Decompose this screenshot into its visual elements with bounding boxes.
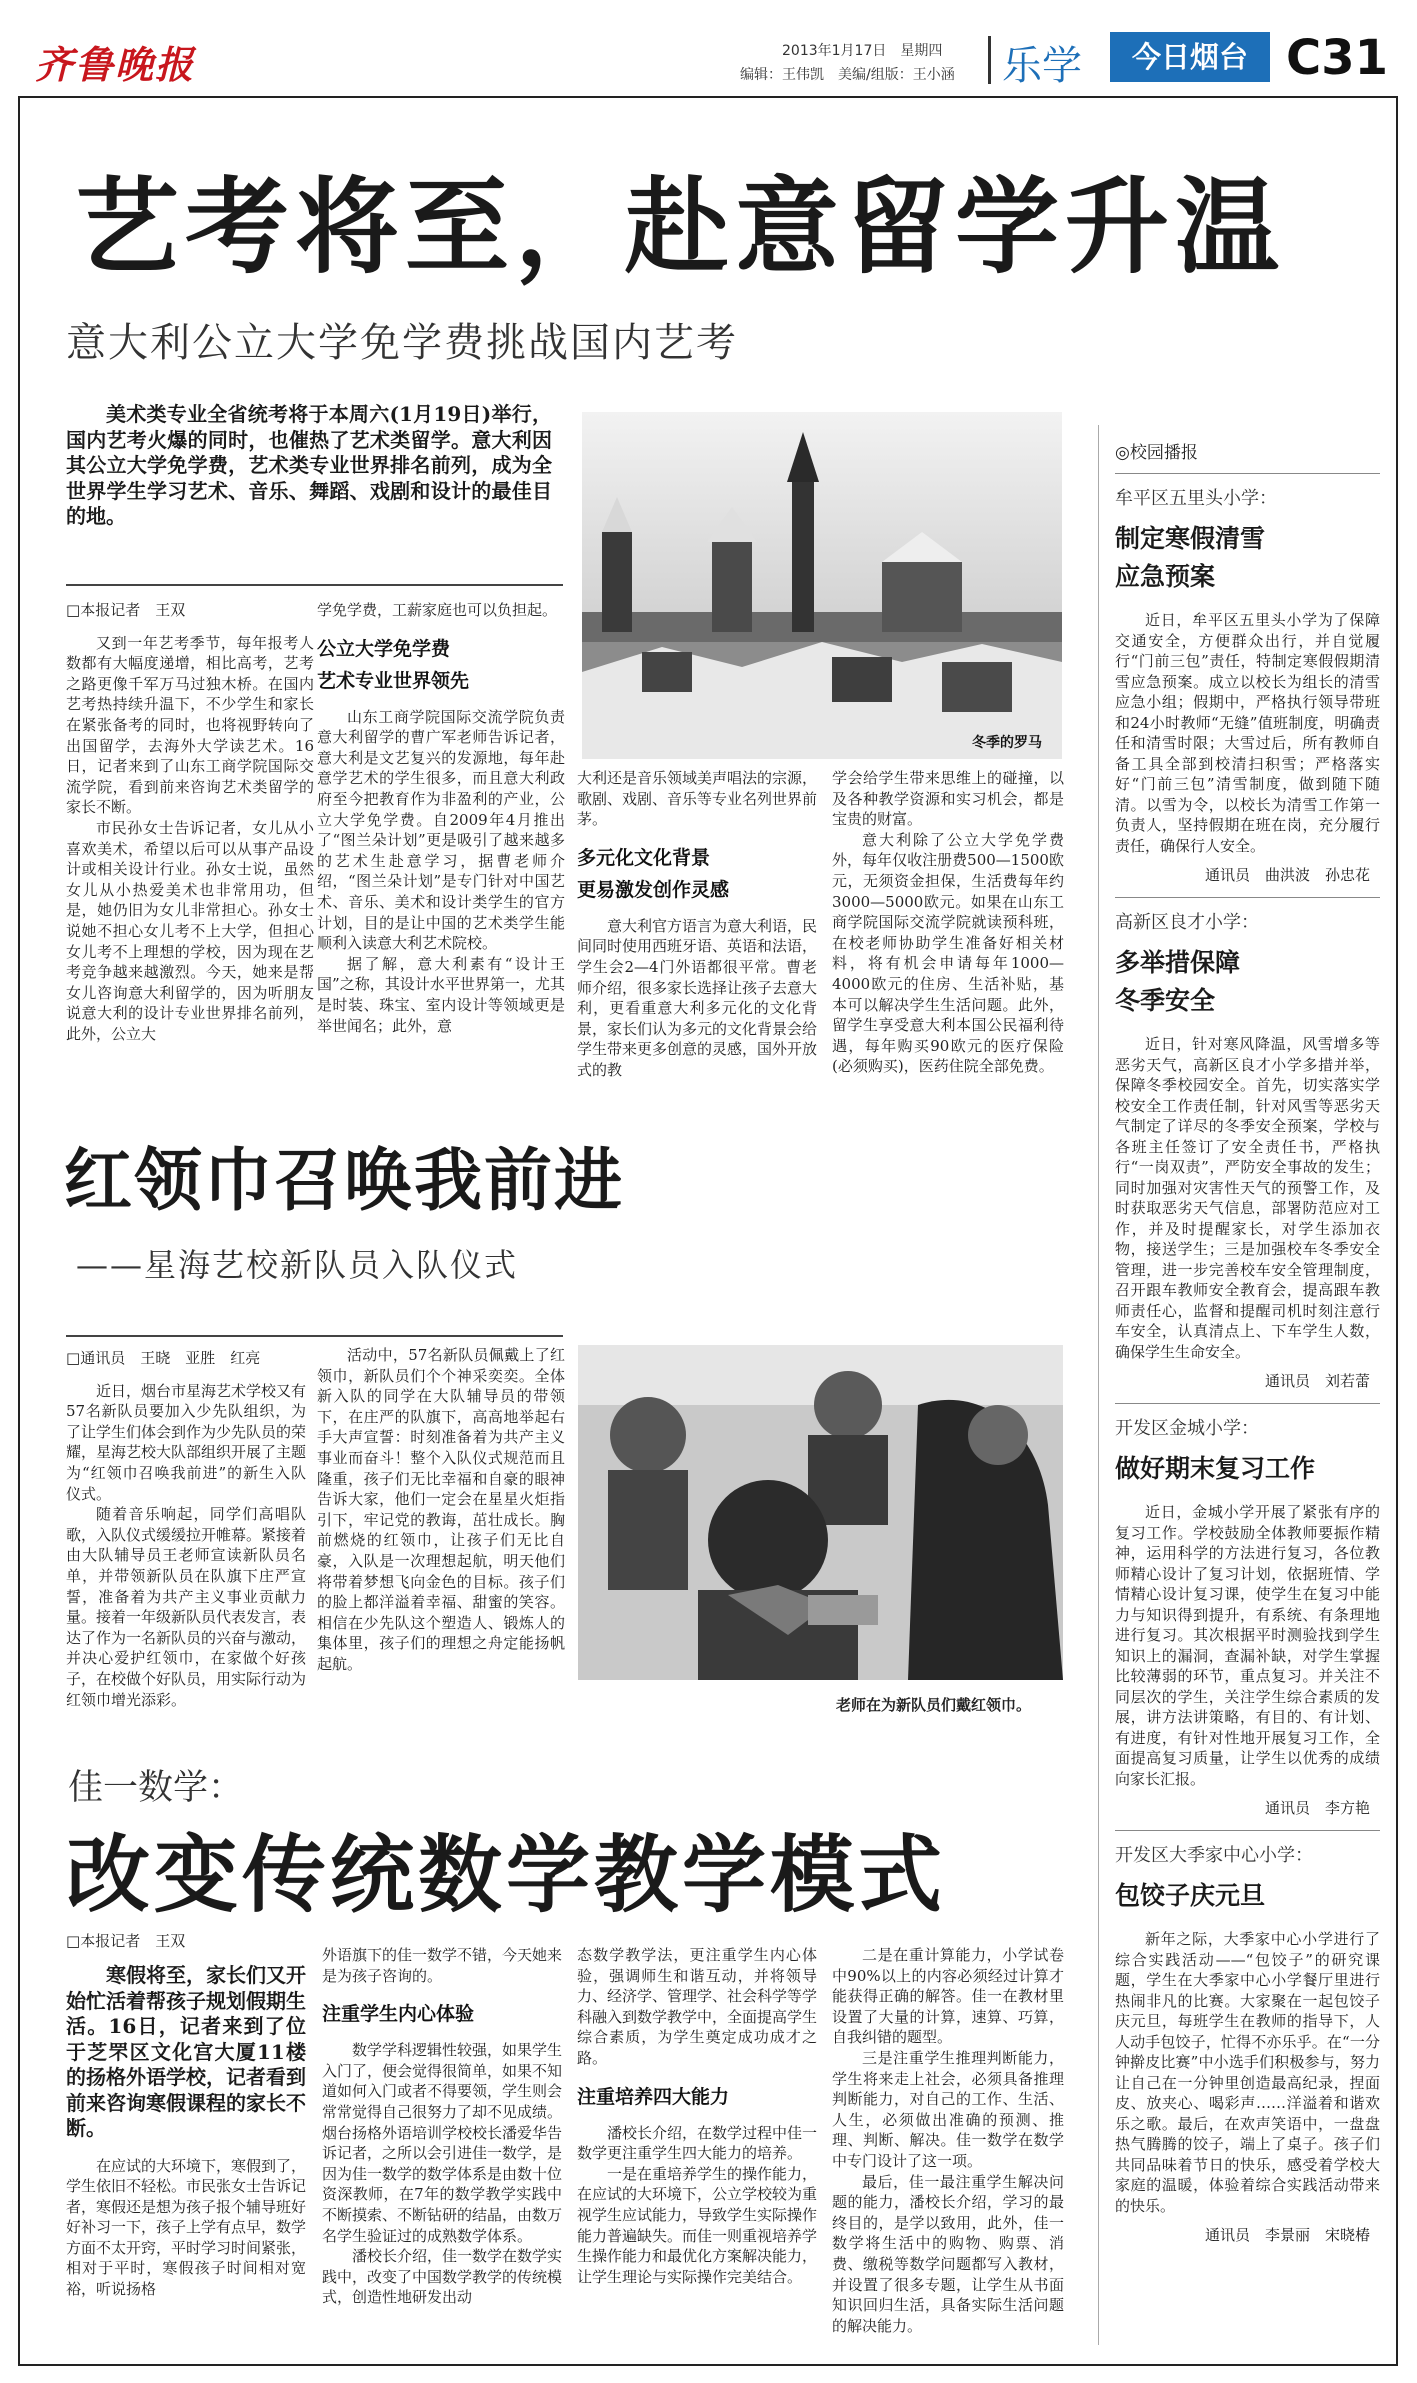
paragraph: 外语旗下的佳一数学不错，今天她来是为孩子咨询的。 <box>322 1946 563 1985</box>
sidebar-item-school: 牟平区五里头小学： <box>1115 488 1277 509</box>
photo2-caption: 老师在为新队员们戴红领巾。 <box>836 1696 1032 1714</box>
sidebar-divider <box>1098 425 1099 2345</box>
article1-subhead: 意大利公立大学免学费挑战国内艺考 <box>66 320 738 366</box>
paragraph: 活动中，57名新队员佩戴上了红领巾，新队员们个个神采奕奕。全体新入队的同学在大队辅导员的带领下，在庄严的队旗下，高高地举起右手大声宣誓：时刻准备着为共产主义事业而奋斗！整个入队仪式规范而且隆重，孩子们无比幸福和自豪的眼神告诉大家，他们一定会在星星火炬指引下，牢记党的教诲，茁壮成长。胸前燃烧的红领巾，让孩子们无比自豪，入队是一次理想起航，明天他们将带着梦想飞向金色的目标。孩子们的脸上都洋溢着幸福、甜蜜的笑容。相信在少先队这个塑造人、锻炼人的集体里，孩子们的理想之舟定能扬帆起航。 <box>317 1346 565 1673</box>
paragraph: 潘校长介绍，佳一数学在数学实践中，改变了中国数学教学的传统模式，创造性地研发出动 <box>322 2247 563 2307</box>
sidebar-item-byline: 通讯员 李方艳 <box>1264 1799 1370 1817</box>
paragraph: 数学学科逻辑性较强，如果学生入门了，便会觉得很简单，如果不知道如何入门或者不得要领，学生则会常常觉得自己很努力了却不见成绩。烟台扬格外语培训学校校长潘爱华告诉记者，之所以会引进佳一数学，是因为佳一数学的数学体系是由数十位资深教师，在7年的数学教学实践中不断摸索、不断钻研的结晶，由数万名学生验证过的成熟数学体系。 <box>322 2041 563 2245</box>
article3-col1 <box>66 1930 306 2300</box>
paragraph: 三是注重学生推理判断能力，学生将来走上社会，必须具备推理判断能力，对自己的工作、生活、人生，必须做出准确的预测、推理、判断、解决。佳一数学在数学中专门设计了这一项。 <box>832 2048 1064 2170</box>
article1-subhead-1b: 艺术专业世界领先 <box>317 669 470 692</box>
paragraph: 据了解，意大利素有“设计王国”之称，其设计水平世界第一，尤其是时装、珠宝、室内设计等领域更是举世闻名；此外，意 <box>317 954 565 1035</box>
rome-winter-image <box>582 412 1062 759</box>
article3-col4 <box>832 1945 1064 2336</box>
paragraph: 学免学费，工薪家庭也可以负担起。 <box>317 601 558 619</box>
paragraph: 市民孙女士告诉记者，女儿从小喜欢美术，希望以后可以从事产品设计或相关设计行业。孙女士说，虽然女儿从小热爱美术也非常用功，但是，她仍旧为女儿非常担心。孙女士说她不担心女儿考不上大学，但担心女儿考不上理想的学校，因为现在艺考竞争越来越激烈。今天，她来是帮女儿咨询意大利留学的，因为听朋友说意大利的设计专业世界排名前列，此外，公立大 <box>66 818 314 1043</box>
article1-col2 <box>317 600 565 1036</box>
article2-byline: □通讯员 王晓 亚胜 红亮 <box>66 1349 261 1367</box>
article3-kicker: 佳一数学： <box>68 1768 244 1808</box>
article1-col1 <box>66 600 314 1044</box>
edition-tab: 今日烟台 <box>1110 32 1270 82</box>
red-scarf-photo <box>578 1345 1063 1680</box>
issue-date: 2013年1月17日 星期四 <box>782 43 943 59</box>
sidebar-item <box>1115 474 1380 898</box>
sidebar-item <box>1115 1831 1380 2257</box>
campus-news-sidebar <box>1115 434 1380 2257</box>
article1-col3 <box>577 768 817 1081</box>
paragraph: 意大利官方语言为意大利语，民间同时使用西班牙语、英语和法语，学生会2—4门外语都很平常。曹老师介绍，很多家长选择让孩子去意大利，更看重意大利多元化的文化背景，家长们认为多元的文化背景会给学生带来更多创意的灵感，国外开放式的教 <box>577 916 818 1079</box>
sidebar-item-title: 包饺子庆元旦 <box>1115 1881 1266 1910</box>
paragraph: 山东工商学院国际交流学院负责意大利留学的曹广军老师告诉记者，意大利是文艺复兴的发源地，每年赴意学艺术的学生很多，而且意大利政府至今把教育作为非盈利的产业，公立大学免学费。自2009年4月推出了“图兰朵计划”更是吸引了越来越多的艺术生赴意学习，据曹老师介绍，“图兰朵计划”是专门针对中国艺术、音乐、美术和设计类学生的官方计划，目的是让中国的艺术类学生能顺利入读意大利艺术院校。 <box>317 707 565 953</box>
article3-lede: 寒假将至，家长们又开始忙活着帮孩子规划假期生活。16日，记者来到了位于芝罘区文化宫大厦11楼的扬格外语学校，记者看到前来咨询寒假课程的家长不断。 <box>66 1963 306 2140</box>
byline-box-icon: □ <box>66 1349 81 1367</box>
sidebar-item <box>1115 1404 1380 1831</box>
article1-byline: □本报记者 王双 <box>66 601 186 619</box>
article3-subhead-1: 注重学生内心体验 <box>322 2003 475 2026</box>
byline-box-icon: □ <box>66 601 81 619</box>
article1-rule <box>66 584 563 586</box>
sidebar-item-title: 制定寒假清雪 应急预案 <box>1115 524 1266 591</box>
byline-box-icon: □ <box>66 1932 81 1950</box>
sidebar-item-body: 近日，牟平区五里头小学为了保障交通安全，方便群众出行，并自觉履行“门前三包”责任，特制定寒假假期清雪应急预案。成立以校长为组长的清雪应急小组；假期中，严格执行领导带班和24小时教师“无缝”值班制度，明确责任和清雪时限；大雪过后，所有教师自备工具全部到校清扫积雪；严格落实好“门前三包”清雪制度，做到随下随清。以雪为令，以校长为清雪工作第一负责人，坚持假期在班在岗，充分履行责任，确保行人安全。 <box>1115 611 1380 855</box>
paragraph: 二是在重计算能力，小学试卷中90%以上的内容必须经过计算才能获得正确的解答。佳一在教材里设置了大量的计算，速算、巧算，自我纠错的题型。 <box>832 1946 1064 2047</box>
sidebar-item-title: 做好期末复习工作 <box>1115 1454 1316 1483</box>
paragraph: 在应试的大环境下，寒假到了，学生依旧不轻松。市民张女士告诉记者，寒假还是想为孩子报个辅导班好好补习一下，孩子上学有点早，数学方面不太开窍，平时学习时间紧张，相对于平时，寒假孩子时间相对宽裕，听说扬格 <box>66 2156 307 2299</box>
article2-rule <box>66 1335 563 1337</box>
article3-byline: □本报记者 王双 <box>66 1932 186 1950</box>
article1-subhead-2b: 更易激发创作灵感 <box>577 878 730 901</box>
sidebar-item <box>1115 898 1380 1404</box>
paragraph: 最后，佳一最注重学生解决问题的能力，潘校长介绍，学习的最终目的，是学以致用，此外，佳一数学将生活中的购物、购票、消费、缴税等数学问题都写入教材，并设置了很多专题，让学生从书面知识回归生活，具备实际生活问题的解决能力。 <box>832 2172 1064 2335</box>
paragraph: 随着音乐响起，同学们高唱队歌，入队仪式缓缓拉开帷幕。紧接着由大队辅导员王老师宣读新队员名单，并带领新队员在队旗下庄严宣誓，准备着为共产主义事业贡献力量。接着一年级新队员代表发言，表达了作为一名新队员的兴奋与激动，并决心爱护红领巾，在家做个好孩子，在校做个好队员，用实际行动为红领巾增光添彩。 <box>66 1505 307 1709</box>
article3-col3 <box>577 1945 817 2287</box>
article1-col4 <box>832 768 1064 1077</box>
sidebar-item-byline: 通讯员 曲洪波 孙忠花 <box>1204 866 1370 884</box>
rome-winter-photo <box>582 412 1062 759</box>
paragraph: 近日，烟台市星海艺术学校又有57名新队员要加入少先队组织，为了让学生们体会到作为少先队员的荣耀，星海艺校大队部组织开展了主题为“红领巾召唤我前进”的新生入队仪式。 <box>66 1381 307 1503</box>
article3-col2 <box>322 1945 562 2308</box>
page-number: C31 <box>1286 30 1389 86</box>
article1-lede: 美术类专业全省统考将于本周六(1月19日)举行，国内艺考火爆的同时，也催热了艺术类留学。意大利因其公立大学免学费，艺术类专业世界排名前列，成为全世界学生学习艺术、音乐、舞蹈、戏剧和设计的最佳目的地。 <box>66 402 552 528</box>
paragraph: 潘校长介绍，在数学过程中佳一数学更注重学生四大能力的培养。 <box>577 2123 818 2163</box>
article2-col2 <box>317 1345 565 1675</box>
article3-headline: 改变传统数学教学模式 <box>66 1826 947 1924</box>
sidebar-item-body: 新年之际，大季家中心小学进行了综合实践活动——“包饺子”的研究课题，学生在大季家中心小学餐厅里进行热闹非凡的比赛。大家聚在一起包饺子庆元旦，每班学生在教师的指导下，人人动手包饺子，忙得不亦乐乎。在“一分钟擀皮比赛”中小选手们积极参与，努力让自己在一分钟里创造最高纪录，捏面皮、放夹心、喝彩声……洋溢着和谐欢乐之歌。最后，在欢声笑语中，一盘盘热气腾腾的饺子，端上了桌子。孩子们共同品味着节日的快乐，感受着学校大家庭的温暖，体验着综合实践活动带来的快乐。 <box>1115 1930 1380 2215</box>
sidebar-item-school: 高新区良才小学： <box>1115 912 1259 933</box>
section-name: 乐学 <box>1002 43 1082 89</box>
sidebar-header: ◎校园播报 <box>1115 434 1380 474</box>
sidebar-item-title: 多举措保障 冬季安全 <box>1115 948 1241 1015</box>
article2-subhead: ——星海艺校新队员入队仪式 <box>76 1246 519 1284</box>
paragraph: 意大利除了公立大学免学费外，每年仅收注册费500—1500欧元，无须资金担保，生活费每年约3000—5000欧元。如果在山东工商学院国际交流学院就读预科班，在校老师协助学生准备好相关材料，将有机会申请每年1000—4000欧元的住房、生活补贴，基本可以解决学生生活问题。此外，留学生享受意大利本国公民福利待遇，每年购买90欧元的医疗保险(必须购买)，医药住院全部免费。 <box>832 830 1064 1076</box>
sidebar-item-body: 近日，金城小学开展了紧张有序的复习工作。学校鼓励全体教师要振作精神，运用科学的方法进行复习，各位教师精心设计了复习计划，依据班情、学情精心设计复习课，使学生在复习中能力与知识得到提升，有系统、有条理地进行复习。其次根据平时测验找到学生知识上的漏洞，查漏补缺，对学生掌握比较薄弱的环节，重点复习。并关注不同层次的学生，关注学生综合素质的发展，讲方法讲策略，有目的、有计划、有进度，有针对性地开展复习工作，全面提高复习质量，让学生以优秀的成绩向家长汇报。 <box>1115 1503 1380 1788</box>
editor-credit: 编辑：王伟凯 美编/组版：王小涵 <box>740 67 955 83</box>
paragraph: 大利还是音乐领域美声唱法的宗源，歌剧、戏剧、音乐等专业名列世界前茅。 <box>577 769 818 829</box>
article2-col1 <box>66 1348 306 1710</box>
header-divider <box>988 36 991 84</box>
paragraph: 又到一年艺考季节，每年报考人数都有大幅度递增，相比高考，艺考之路更像千军万马过独木桥。在国内艺考热持续升温下，不少学生和家长在紧张备考的同时，也将视野转向了出国留学，去海外大学读艺术。16日，记者来到了山东工商学院国际交流学院，看到前来咨询艺术类留学的家长不断。 <box>66 633 314 817</box>
article3-subhead-2: 注重培养四大能力 <box>577 2085 730 2108</box>
photo1-caption: 冬季的罗马 <box>972 735 1042 751</box>
article1-subhead-1: 公立大学免学费 <box>317 637 451 660</box>
article1-subhead-2: 多元化文化背景 <box>577 846 711 869</box>
sidebar-item-byline: 通讯员 刘若蕾 <box>1264 1372 1370 1390</box>
sidebar-item-school: 开发区金城小学： <box>1115 1418 1259 1439</box>
red-scarf-image <box>578 1345 1063 1680</box>
paragraph: 学会给学生带来思维上的碰撞，以及各种教学资源和实习机会，都是宝贵的财富。 <box>832 769 1064 829</box>
sidebar-item-byline: 通讯员 李景丽 宋晓椿 <box>1204 2226 1370 2244</box>
article2-headline: 红领巾召唤我前进 <box>64 1142 625 1221</box>
sidebar-item-body: 近日，针对寒风降温，风雪增多等恶劣天气，高新区良才小学多措并举，保障冬季校园安全。首先，切实落实学校安全工作责任制，针对风雪等恶劣天气制定了详尽的冬季安全预案，学校与各班主任签订了安全责任书，严格执行“一岗双责”，严防安全事故的发生；同时加强对灾害性天气的预警工作，及时获取恶劣天气信息，部署防范应对工作，并及时提醒家长，对学生添加衣物，接送学生；三是加强校车冬季安全管理，进一步完善校车安全管理制度，召开跟车教师安全教育会，提高跟车教师责任心，监督和提醒司机时刻注意行车安全，认真清点上、下车学生人数，确保学生生命安全。 <box>1115 1035 1380 1361</box>
paragraph: 态数学教学法，更注重学生内心体验，强调师生和谐互动，并将领导力、经济学、管理学、社会科学等学科融入到数学教学中，全面提高学生综合素质，为学生奠定成功成才之路。 <box>577 1946 818 2067</box>
newspaper-logo: 齐鲁晚报 <box>35 42 196 87</box>
article1-headline: 艺考将至，赴意留学升温 <box>75 166 1286 288</box>
sidebar-item-school: 开发区大季家中心小学： <box>1115 1845 1313 1866</box>
paragraph: 一是在重培养学生的操作能力，在应试的大环境下，公立学校较为重视学生应试能力，导致学生实际操作能力普遍缺失。而佳一则重视培养学生操作能力和最优化方案解决能力，让学生理论与实际操作完美结合。 <box>577 2164 818 2286</box>
